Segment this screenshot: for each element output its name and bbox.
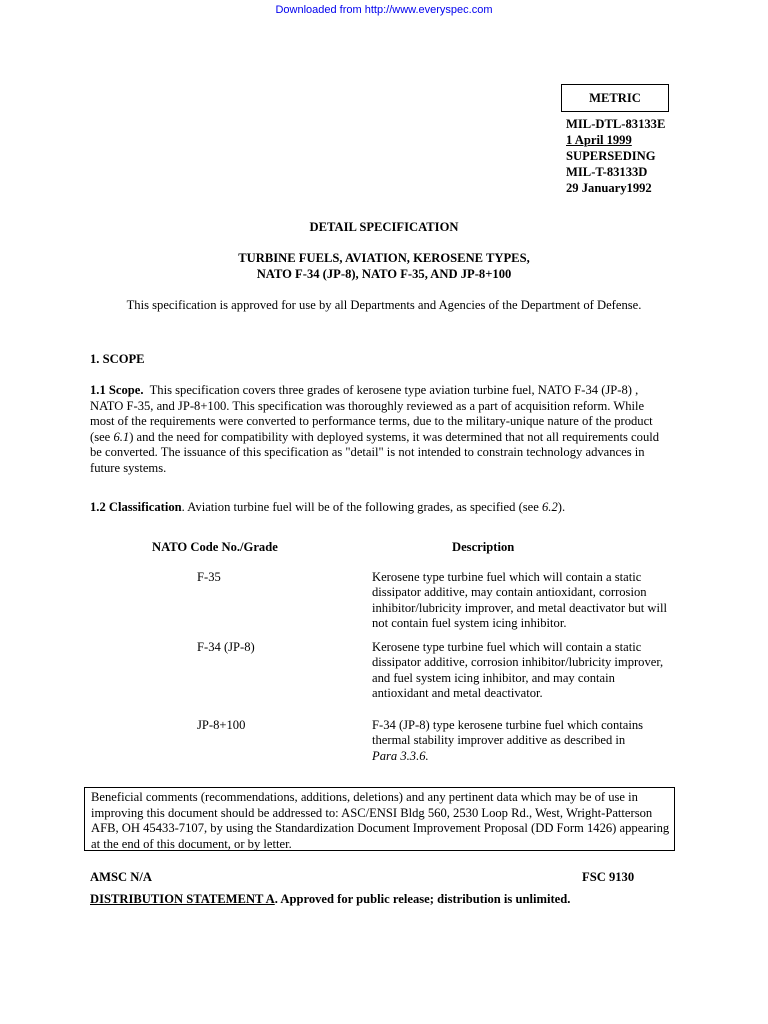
description-line: not contain fuel system icing inhibitor.	[372, 616, 567, 631]
table-header-code: NATO Code No./Grade	[152, 540, 278, 554]
scope-reference: 6.1	[113, 429, 130, 444]
superseded-number: MIL-T-83133D	[566, 165, 648, 179]
description-line: inhibitor/lubricity improver, and metal deactivator but will	[372, 600, 668, 615]
document-title-line2: NATO F-34 (JP-8), NATO F-35, AND JP-8+100	[256, 267, 512, 281]
scope-text: ) and the need for compatibility with deployed systems, it was determined that not all requirements could	[129, 429, 660, 444]
amsc-code: AMSC N/A	[90, 870, 152, 884]
comments-line: at the end of this document, or by letter.	[91, 836, 292, 851]
classification-text: ).	[557, 500, 566, 514]
download-link[interactable]: Downloaded from http://www.everyspec.com	[275, 4, 493, 16]
comments-line: AFB, OH 45433-7107, by using the Standardization Document Improvement Proposal (DD Form 1426) appearing	[91, 821, 670, 836]
comments-line: Beneficial comments (recommendations, additions, deletions) and any pertinent data which may be of use in	[91, 790, 638, 804]
description-line: antioxidant and metal deactivator.	[372, 686, 543, 701]
metric-label-box: METRIC	[561, 84, 669, 112]
scope-text: NATO F-35, and JP-8+100. This specification was thoroughly reviewed as a part of acquisition reform. While	[90, 398, 645, 413]
classification-paragraph	[90, 500, 670, 516]
scope-text: This specification covers three grades of kerosene type aviation turbine fuel, NATO F-34 (JP-8) ,	[149, 383, 639, 397]
document-title-line1: TURBINE FUELS, AVIATION, KEROSENE TYPES,	[238, 251, 530, 265]
table-cell-code: F-34 (JP-8)	[197, 640, 255, 654]
classification-text: . Aviation turbine fuel will be of the following grades, as specified (see	[181, 500, 542, 514]
scope-text: (see	[90, 429, 114, 444]
scope-text: future systems.	[90, 460, 167, 475]
table-cell-description	[372, 570, 682, 632]
description-line: F-34 (JP-8) type kerosene turbine fuel which contains	[372, 718, 644, 732]
fsc-code: FSC 9130	[582, 870, 635, 884]
description-line: Para 3.3.6.	[372, 748, 429, 763]
table-cell-description	[372, 718, 682, 764]
table-cell-code: F-35	[197, 570, 221, 584]
description-line: dissipator additive, may contain antioxidant, corrosion	[372, 585, 647, 600]
distribution-text: . Approved for public release; distribution is unlimited.	[274, 892, 571, 906]
scope-text: most of the requirements were converted to performance terms, due to the military-unique nature of the product	[90, 414, 653, 428]
description-line: Kerosene type turbine fuel which will contain a static	[372, 640, 642, 654]
document-id-block	[566, 116, 665, 196]
section-heading-scope: 1. SCOPE	[90, 352, 145, 366]
scope-text: be converted. The issuance of this specification as "detail" is not intended to constrain technology advances in	[90, 445, 645, 459]
superseding-label: SUPERSEDING	[566, 149, 656, 163]
document-type-title: DETAIL SPECIFICATION	[309, 220, 459, 234]
distribution-statement	[90, 892, 570, 908]
scope-paragraph	[90, 383, 670, 476]
approval-statement: This specification is approved for use by all Departments and Agencies of the Department of Defense.	[126, 298, 642, 312]
distribution-label: DISTRIBUTION STATEMENT A	[90, 892, 275, 906]
document-date: 1 April 1999	[566, 133, 632, 147]
document-number: MIL-DTL-83133E	[566, 117, 666, 131]
description-line: dissipator additive, corrosion inhibitor/lubricity improver,	[372, 655, 664, 670]
comments-box	[84, 787, 675, 851]
classification-label: 1.2 Classification	[90, 500, 182, 514]
description-line: and fuel system icing inhibitor, and may contain	[372, 670, 615, 685]
superseded-date: 29 January1992	[566, 181, 652, 195]
table-cell-description	[372, 640, 682, 702]
table-cell-code: JP-8+100	[197, 718, 246, 732]
table-header-description: Description	[452, 540, 515, 554]
comments-line: improving this document should be addressed to: ASC/ENSI Bldg 560, 2530 Loop Rd., West, Wright-Patterson	[91, 805, 653, 820]
scope-label: 1.1 Scope.	[90, 383, 144, 397]
description-line: Kerosene type turbine fuel which will contain a static	[372, 570, 642, 584]
classification-reference: 6.2	[542, 500, 558, 514]
description-line: thermal stability improver additive as described in	[372, 733, 626, 748]
